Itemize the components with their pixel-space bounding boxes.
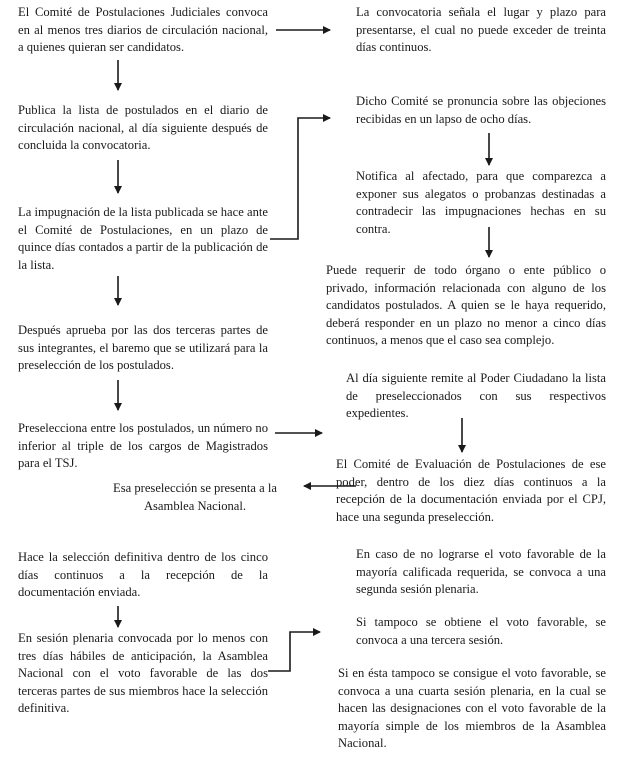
- note-cuarta-sesion: Si en ésta tampoco se consigue el voto favorable, se convoca a una cuarta sesión plenaria, en la cual se hacen las designaciones con el voto favorable de la mayoría simple de los miembros de la Asamblea Nacional.: [338, 666, 606, 750]
- note-tercera-sesion: Si tampoco se obtiene el voto favorable, se convoca a una tercera sesión.: [356, 615, 606, 647]
- step-preselecciona: Preselecciona entre los postulados, un número no inferior al triple de los cargos de Magistrados para el TSJ.: [18, 421, 268, 470]
- note-segunda-sesion: En caso de no lograrse el voto favorable de la mayoría calificada requerida, se convoca a una segunda sesión plenaria.: [356, 547, 606, 596]
- note-requerir-informacion: Puede requerir de todo órgano o ente público o privado, información relacionada con alguno de los candidatos postulados. A quien se le haya requerido, deberá responder en un plazo no menor a cinco días continuos, a menos que el caso sea complejo.: [326, 263, 606, 347]
- step-seleccion-definitiva: Hace la selección definitiva dentro de los cinco días continuos a la recepción de la documentación enviada.: [18, 550, 268, 599]
- step-baremo: Después aprueba por las dos terceras partes de sus integrantes, el baremo que se utilizará para la preselección de los postulados.: [18, 323, 268, 372]
- arrow-bracket-plenaria: [268, 632, 320, 671]
- note-objeciones: Dicho Comité se pronuncia sobre las objeciones recibidas en un lapso de ocho días.: [356, 94, 606, 126]
- note-notifica-afectado: Notifica al afectado, para que comparezca a exponer sus alegatos o probanzas destinadas a contradecir las impugnaciones hechas en su contra.: [356, 169, 606, 236]
- step-impugnacion: La impugnación de la lista publicada se hace ante el Comité de Postulaciones, en un plazo de quince días contados a partir de la publicación de la lista.: [18, 205, 268, 272]
- step-presenta-asamblea: Esa preselección se presenta a la Asamblea Nacional.: [113, 481, 277, 513]
- note-remite-poder-ciudadano: Al día siguiente remite al Poder Ciudadano la lista de preseleccionados con sus respectivos expedientes.: [346, 371, 606, 420]
- arrow-bracket-impugnacion: [270, 118, 330, 239]
- step-sesion-plenaria: En sesión plenaria convocada por lo menos con tres días hábiles de anticipación, la Asamblea Nacional con el voto favorable de las dos terceras partes de sus miembros hace la selección definitiva.: [18, 631, 268, 715]
- step-convocatoria: El Comité de Postulaciones Judiciales convoca en al menos tres diarios de circulación nacional, a quienes quieran ser candidatos.: [18, 5, 268, 54]
- note-plazo-convocatoria: La convocatoria señala el lugar y plazo para presentarse, el cual no puede exceder de treinta días continuos.: [356, 5, 606, 54]
- step-publica-lista: Publica la lista de postulados en el diario de circulación nacional, al día siguiente después de concluida la convocatoria.: [18, 103, 268, 152]
- note-segunda-preseleccion: El Comité de Evaluación de Postulaciones de ese poder, dentro de los diez días continuos a la recepción de la documentación enviada por el CPJ, hace una segunda preselección.: [336, 457, 606, 524]
